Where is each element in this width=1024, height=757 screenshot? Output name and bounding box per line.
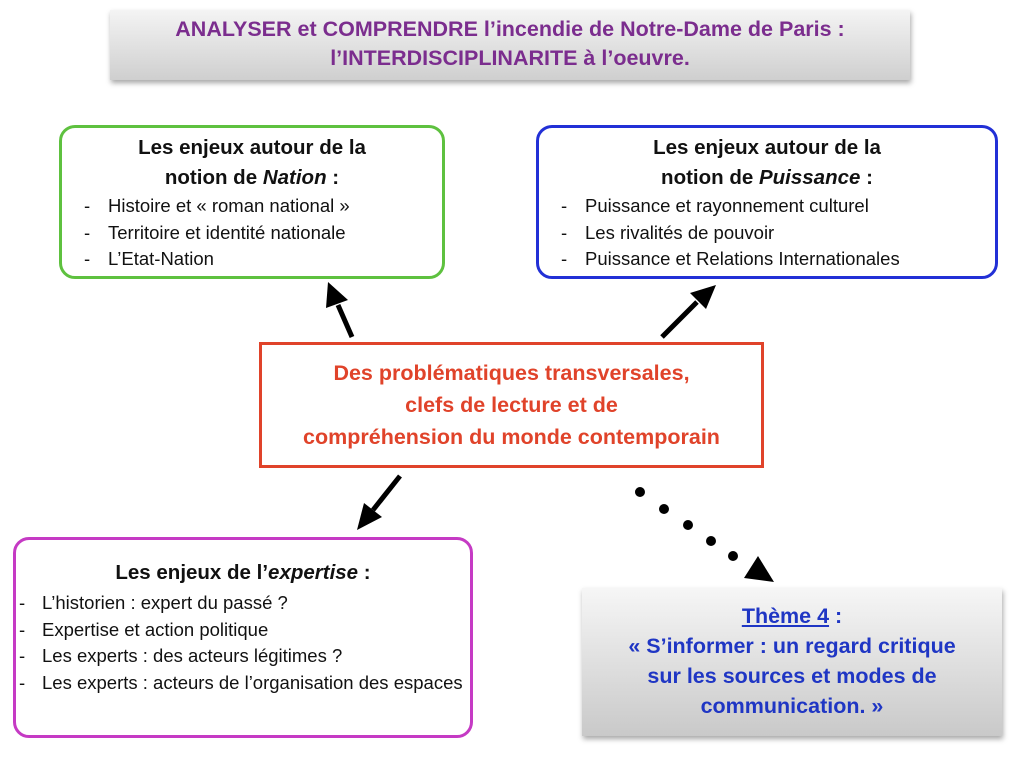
puissance-heading-suffix: : bbox=[860, 166, 873, 189]
nation-item: - Histoire et « roman national » bbox=[62, 193, 442, 220]
arrow-to-expertise bbox=[357, 476, 400, 530]
center-line-2: clefs de lecture et de bbox=[405, 393, 618, 417]
puissance-heading-emph: Puissance bbox=[758, 166, 861, 189]
expertise-heading-suffix: : bbox=[358, 561, 371, 584]
center-line-1: Des problématiques transversales, bbox=[333, 361, 690, 385]
dotted-arrow-to-theme bbox=[635, 487, 774, 582]
nation-heading-prefix: notion de bbox=[164, 166, 263, 189]
puissance-item: - Les rivalités de pouvoir bbox=[539, 220, 995, 247]
center-line-3: compréhension du monde contemporain bbox=[303, 425, 720, 449]
expertise-heading-emph: expertise bbox=[268, 561, 359, 584]
theme-line-1: « S’informer : un regard critique bbox=[628, 634, 956, 658]
theme-label: Thème 4 bbox=[741, 604, 830, 628]
nation-heading-emph: Nation bbox=[262, 166, 327, 189]
nation-heading-suffix: : bbox=[326, 166, 340, 189]
expertise-item: - Les experts : acteurs de l’organisation des espaces bbox=[16, 670, 470, 697]
expertise-heading-prefix: Les enjeux de l’ bbox=[115, 561, 269, 584]
nation-heading-line1: Les enjeux autour de la bbox=[138, 136, 366, 159]
puissance-heading-prefix: notion de bbox=[661, 166, 759, 189]
theme-line-3: communication. » bbox=[700, 694, 884, 718]
title-line-1: ANALYSER et COMPRENDRE l’incendie de Notre-Dame de Paris : bbox=[175, 17, 845, 41]
theme-line-2: sur les sources et modes de bbox=[647, 664, 937, 688]
puissance-item: - Puissance et Relations Internationales bbox=[539, 246, 995, 273]
expertise-item: - Les experts : des acteurs légitimes ? bbox=[16, 643, 470, 670]
expertise-item: - Expertise et action politique bbox=[16, 617, 470, 644]
nation-item: - L’Etat-Nation bbox=[62, 246, 442, 273]
title-line-2: l’INTERDISCIPLINARITE à l’oeuvre. bbox=[330, 46, 690, 70]
nation-item: - Territoire et identité nationale bbox=[62, 220, 442, 247]
puissance-heading-line1: Les enjeux autour de la bbox=[653, 136, 881, 159]
theme-label-suffix: : bbox=[829, 604, 843, 628]
arrow-to-puissance bbox=[662, 285, 716, 337]
arrow-to-nation bbox=[326, 282, 352, 337]
puissance-item: - Puissance et rayonnement culturel bbox=[539, 193, 995, 220]
expertise-item: - L’historien : expert du passé ? bbox=[16, 590, 470, 617]
